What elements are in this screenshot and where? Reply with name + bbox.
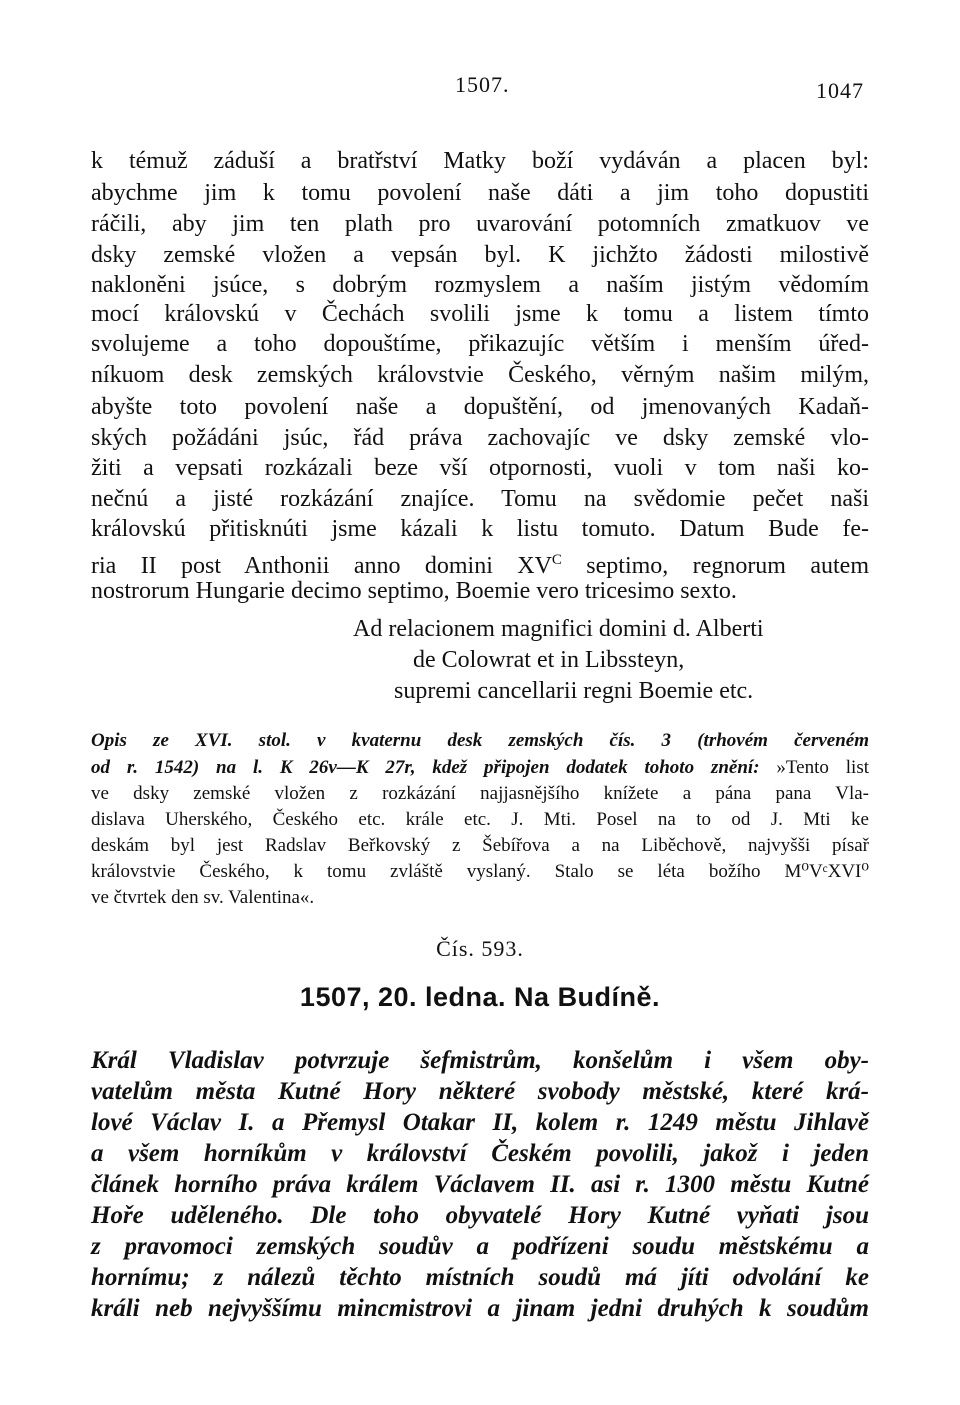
- page-number: 1047: [816, 78, 864, 103]
- signature-line: supremi cancellarii regni Boemie etc.: [394, 678, 754, 704]
- text-line: níkuom desk zemských královstvie Českého, věrným našim milým,: [91, 362, 869, 388]
- text-line: nostrorum Hungarie decimo septimo, Boemie vero tricesimo sexto.: [91, 578, 737, 604]
- regest-line: vatelům města Kutné Hory některé svobody městské, které krá-: [91, 1078, 869, 1105]
- text-line: svolujeme a toho dopouštíme, přikazujíc větším i menším úřed-: [91, 331, 869, 357]
- regest-line: z pravomoci zemských soudův a podřízeni soudu městskému a: [91, 1233, 869, 1260]
- text-line: královskú přitisknúti jsme kázali k listu tomuto. Datum Bude fe-: [91, 516, 869, 542]
- text-line: žiti a vepsati rozkázali beze vší otpornosti, vuoli v tom naši ko-: [91, 455, 869, 481]
- regest-line: Král Vladislav potvrzuje šefmistrům, konšelům i všem oby-: [91, 1047, 869, 1074]
- note-line: ve dsky zemské vložen z rozkázání najjasnějšího knížete a pána pana Vla-: [91, 783, 869, 804]
- text-line: mocí královskú v Čechách svolili jsme k tomu a listem tímto: [91, 301, 869, 327]
- text-line: nakloněni jsúce, s dobrým rozmyslem a naším jistým vědomím: [91, 272, 869, 298]
- text-line: ráčili, aby jim ten plath pro uvarování potomních zmatkuov ve: [91, 211, 869, 237]
- note-line: [91, 728, 869, 754]
- note-italic: Opis ze XVI. stol. v kvaternu desk zemských čís. 3 (trhovém červeném: [91, 730, 869, 751]
- date-heading: 1507, 20. ledna. Na Budíně.: [299, 982, 661, 1012]
- text-line-end: septimo, regnorum autem: [561, 553, 869, 579]
- regest-line: článek horního práva králem Václavem II. asi r. 1300 městu Kutné: [91, 1171, 869, 1198]
- running-head-year: 1507.: [455, 72, 510, 97]
- note-line: dislava Uherského, Českého etc. krále etc. J. Mti. Posel na to od J. Mti ke: [91, 809, 869, 830]
- note-italic: od r. 1542) na l. K 26v—K 27r, kdež připojen dodatek tohoto znění:: [91, 757, 760, 778]
- regest-line: králi neb nejvyššímu mincmistrovi a jinam jedni druhých k soudům: [91, 1295, 869, 1322]
- note-line: ve čtvrtek den sv. Valentina«.: [91, 887, 315, 908]
- note-line: deskám byl jest Radslav Beřkovský z Šebířova a na Liběchově, najvyšši písař: [91, 835, 869, 856]
- document-number: Čís. 593.: [436, 936, 524, 961]
- text-line-start: ria II post Anthonii anno domini XV: [91, 553, 552, 579]
- superscript-c: C: [551, 552, 562, 568]
- note-quote-start: »Tento list: [759, 757, 869, 778]
- text-line: abychme jim k tomu povolení naše dáti a jim toho dopustiti: [91, 180, 869, 206]
- text-line: ských požádáni jsúc, řád práva zachovajíc ve dsky zemské vlo-: [91, 425, 869, 451]
- note-line: královstvie Českého, k tomu zvláště vyslaný. Stalo se léta božího M⁰VᶜXVI⁰: [91, 861, 869, 882]
- text-line: nečnú a jisté rozkázání znajíce. Tomu na svědomie pečet naši: [91, 486, 869, 512]
- regest-line: Hoře uděleného. Dle toho obyvatelé Hory Kutné vyňati jsou: [91, 1202, 869, 1229]
- regest-line: a všem horníkům v království Českém povolili, jakož i jeden: [91, 1140, 869, 1167]
- regest-line: hornímu; z nálezů těchto místních soudů má jíti odvolání ke: [91, 1264, 869, 1291]
- text-line: dsky zemské vložen a vepsán byl. K jichžto žádosti milostivě: [91, 242, 869, 268]
- note-line: [91, 755, 869, 781]
- signature-line: Ad relacionem magnifici domini d. Alberti: [353, 616, 764, 642]
- text-line: abyšte toto povolení naše a dopuštění, od jmenovaných Kadaň-: [91, 394, 869, 420]
- text-line: k témuž záduší a bratřství Matky boží vydáván a placen byl:: [91, 148, 869, 174]
- signature-line: de Colowrat et in Libssteyn,: [413, 647, 685, 673]
- regest-line: lové Václav I. a Přemysl Otakar II, kolem r. 1249 městu Jihlavě: [91, 1109, 869, 1136]
